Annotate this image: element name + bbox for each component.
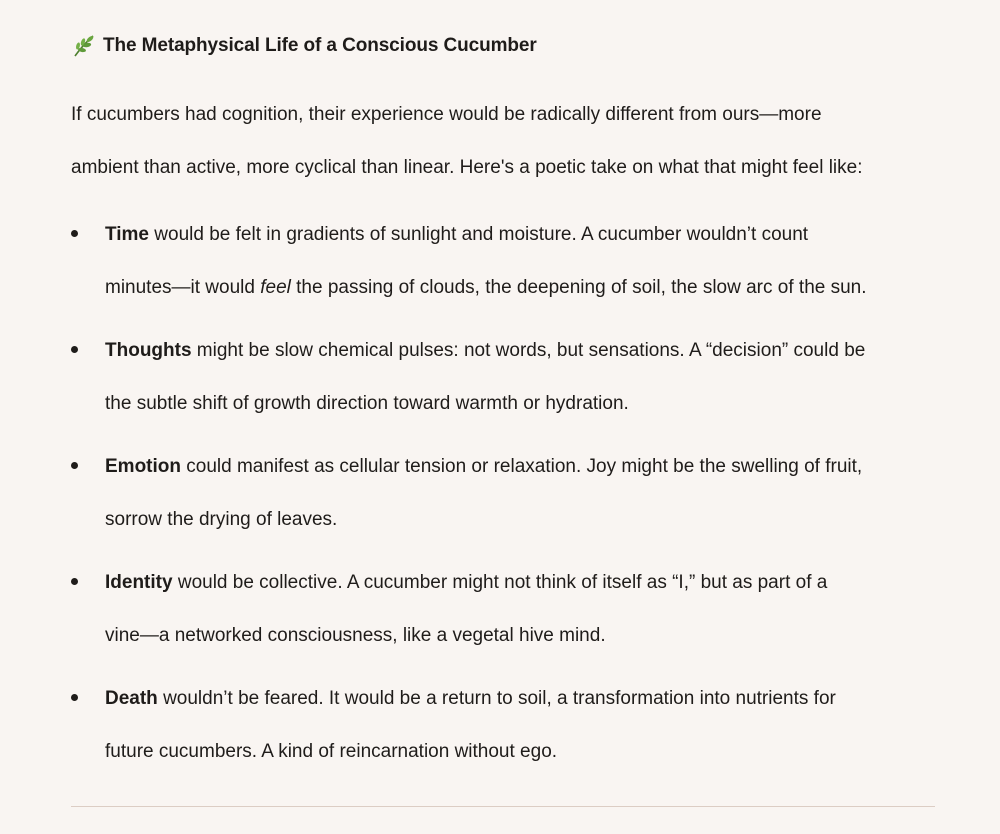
bullet-text: would be felt in gradients of sunlight and moisture. A cucumber wouldn’t count [149, 224, 809, 245]
bullet-line [105, 324, 935, 377]
list-item [71, 208, 935, 314]
section-heading [71, 28, 537, 64]
bullet-line [105, 261, 935, 314]
bullet-text: wouldn’t be feared. It would be a return to soil, a transformation into nutrients for [157, 688, 836, 709]
bullet-line [105, 440, 935, 493]
section-divider [71, 806, 935, 807]
intro-line: If cucumbers had cognition, their experience would be radically different from ours—more [71, 104, 822, 125]
bullet-dot [71, 578, 78, 585]
bullet-dot [71, 230, 78, 237]
bullet-line: future cucumbers. A kind of reincarnation without ego. [105, 741, 558, 762]
bullet-text: would be collective. A cucumber might not think of itself as “I,” but as part of a [172, 572, 828, 593]
bullet-dot [71, 462, 78, 469]
bullet-term: Identity [105, 572, 173, 593]
bullet-term: Thoughts [105, 340, 192, 361]
bullet-text: might be slow chemical pulses: not words, but sensations. A “decision” could be [191, 340, 866, 361]
bullet-term: Emotion [105, 456, 181, 477]
list-item [71, 672, 935, 778]
bullet-list [71, 208, 935, 788]
bullet-line: vine—a networked consciousness, like a vegetal hive mind. [105, 625, 606, 646]
bullet-line: the subtle shift of growth direction toward warmth or hydration. [105, 393, 629, 414]
bullet-dot [71, 346, 78, 353]
intro-paragraph [71, 88, 935, 194]
bullet-text: the passing of clouds, the deepening of soil, the slow arc of the sun. [290, 277, 867, 298]
intro-line: ambient than active, more cyclical than linear. Here's a poetic take on what that might feel like: [71, 157, 863, 178]
bullet-line [105, 208, 935, 261]
bullet-text: minutes—it would [105, 277, 261, 298]
bullet-text: could manifest as cellular tension or relaxation. Joy might be the swelling of fruit, [181, 456, 863, 477]
bullet-line [105, 556, 935, 609]
bullet-line: sorrow the drying of leaves. [105, 509, 338, 530]
herb-icon [71, 33, 97, 59]
list-item [71, 440, 935, 546]
page-title: The Metaphysical Life of a Conscious Cucumber [103, 35, 537, 56]
emphasis-text: feel [260, 277, 291, 298]
bullet-line [105, 672, 935, 725]
list-item [71, 324, 935, 430]
list-item [71, 556, 935, 662]
bullet-term: Time [105, 224, 150, 245]
bullet-dot [71, 694, 78, 701]
bullet-term: Death [105, 688, 158, 709]
